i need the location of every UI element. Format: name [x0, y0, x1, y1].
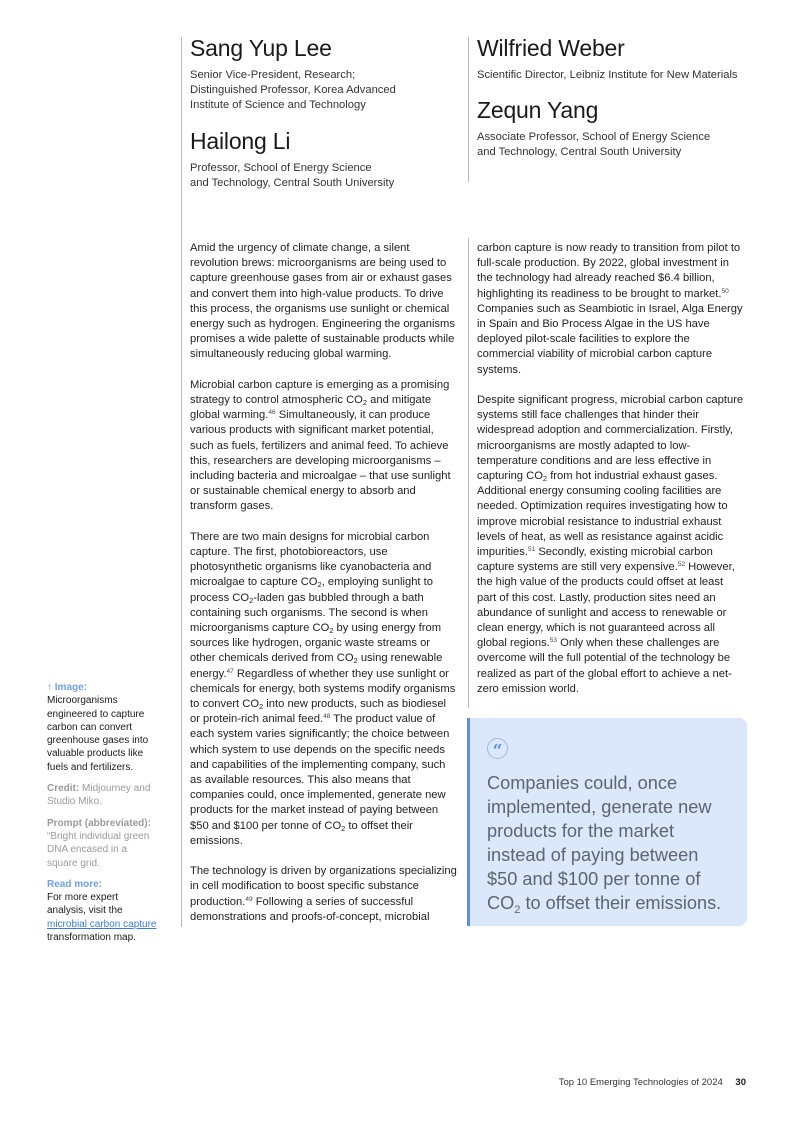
image-caption	[47, 681, 157, 774]
report-title: Top 10 Emerging Technologies of 2024	[558, 1077, 723, 1088]
pull-quote	[467, 718, 747, 926]
image-prompt: Prompt (abbreviated): “Bright individual green DNA encased in a square grid.	[47, 817, 151, 869]
paragraph-technology-continued: carbon capture is now ready to transition from pilot to full-scale production. By 2022, global investment in the technology had already reached $6.4 billion, highlighting its readiness to be brought to market.$^{50}$ Companies such as Seambiotic in Israel, Alga Energy in Spain and Bio Process Algae in the US have deployed pilot-scale facilities to explore the commercial viability of microbial carbon capture systems.	[477, 242, 743, 376]
body-column-left	[190, 241, 458, 940]
transformation-map-link[interactable]: microbial carbon capture	[47, 918, 157, 930]
body-column-right	[477, 241, 745, 712]
paragraph-designs: There are two main designs for microbial carbon capture. The first, photobioreactors, use photosynthetic organisms like cyanobacteria and microalgae to capture $CO_2$, employing sunlight to process $CO_2$-laden gas bubbled through a bath containing such organisms. The second is when microorganisms capture $CO_2$ by using energy from sources like hydrogen, organic waste streams or other chemicals derived from $CO_2$ using renewable energy.$^{47}$ Regardless of whether they use sunlight or chemicals for energy, both systems modify organisms to convert $CO_2$ into new products, such as biodiesel or protein-rich animal feed.$^{48}$ The product value of each system varies significantly; the choice between which system to use depends on the specific needs and capabilities of the implementing company, such as available resources. This also means that companies could, once implemented, generate new products for the market instead of paying between $50 and $100 per tonne of $CO_2$ to offset their emissions.	[190, 530, 456, 847]
page-number: 30	[735, 1077, 746, 1088]
right-column-divider-body	[468, 238, 469, 708]
author-name: Wilfried Weber	[477, 35, 625, 61]
author-role: Associate Professor, School of Energy Science and Technology, Central South University	[477, 131, 711, 158]
author-sang-yup-lee	[190, 34, 460, 113]
arrow-up-icon: ↑	[47, 682, 52, 693]
left-column-divider	[181, 37, 182, 927]
image-label: Image:	[54, 682, 88, 693]
quote-mark-icon: “	[487, 738, 508, 759]
author-wilfried-weber	[477, 34, 777, 83]
author-name: Hailong Li	[190, 128, 291, 154]
paragraph-strategy: Microbial carbon capture is emerging as a promising strategy to control atmospheric $CO_2$ and mitigate global warming.$^{46}$ Simultaneously, it can produce various products with significant market potential, such as fuels, fertilizers and animal feed. To achieve this, researchers are developing microorganisms – including bacteria and microalgae – that use sunlight or sustainable chemical energy to absorb and transform gases.	[190, 378, 451, 513]
paragraph-intro: Amid the urgency of climate change, a silent revolution brews: microorganisms are being used to capture greenhouse gases from air or exhaust gases and convert them into high-value products. To drive this process, the organisms use sunlight or chemical energy such as hydrogen. Engineering the organisms promises a wide palette of sustainable products while simultaneously reducing global warming.	[190, 242, 455, 361]
read-more: Read more: For more expert analysis, visit the microbial carbon capture transformation map.	[47, 878, 157, 944]
author-name: Sang Yup Lee	[190, 35, 332, 61]
author-zequn-yang	[477, 96, 757, 160]
author-hailong-li	[190, 127, 460, 191]
right-column-divider-top	[468, 37, 469, 182]
image-description: Microorganisms engineered to capture carbon can convert greenhouse gases into valuable products like fuels and fertilizers.	[47, 695, 149, 773]
author-role: Senior Vice-President, Research; Distinguished Professor, Korea Advanced Institute of Science and Technology	[190, 69, 396, 111]
author-role: Scientific Director, Leibniz Institute for New Materials	[477, 69, 738, 81]
pull-quote-text: Companies could, once implemented, generate new products for the market instead of paying between $50 and $100 per tonne of $CO_2$ to offset their emissions.	[487, 773, 722, 916]
author-role: Professor, School of Energy Science and Technology, Central South University	[190, 162, 395, 189]
image-caption-sidebar	[47, 681, 157, 952]
paragraph-challenges: Despite significant progress, microbial carbon capture systems still face challenges that hinder their widespread adoption and commercialization. Firstly, microorganisms are mostly adapted to low-temperature conditions and are less effective in capturing $CO_2$ from hot industrial exhaust gases. Additional energy consuming cooling facilities are needed. Optimization requires investigating how to improve microbial resistance to industrial exhaust levels of heat, as well as resistance against acidic impurities.$^{51}$ Secondly, existing microbial carbon capture systems are still very expensive.$^{52}$ However, the high value of the products could offset at least part of this cost. Lastly, production sites need an abundance of sunlight and access to renewable or clean energy, which is not guaranteed across all global regions.$^{53}$ Only when these challenges are overcome will the full potential of the technology be realized as part of the global effort to achieve a net-zero emission world.	[477, 394, 744, 695]
page-footer	[559, 1077, 746, 1088]
author-name: Zequn Yang	[477, 97, 599, 123]
image-credit: Credit: Midjourney and Studio Miko.	[47, 783, 151, 808]
paragraph-technology: The technology is driven by organizations specializing in cell modification to boost specific substance production.$^{49}$ Following a series of successful demonstrations and proofs-of-concept, microbial	[190, 865, 457, 923]
